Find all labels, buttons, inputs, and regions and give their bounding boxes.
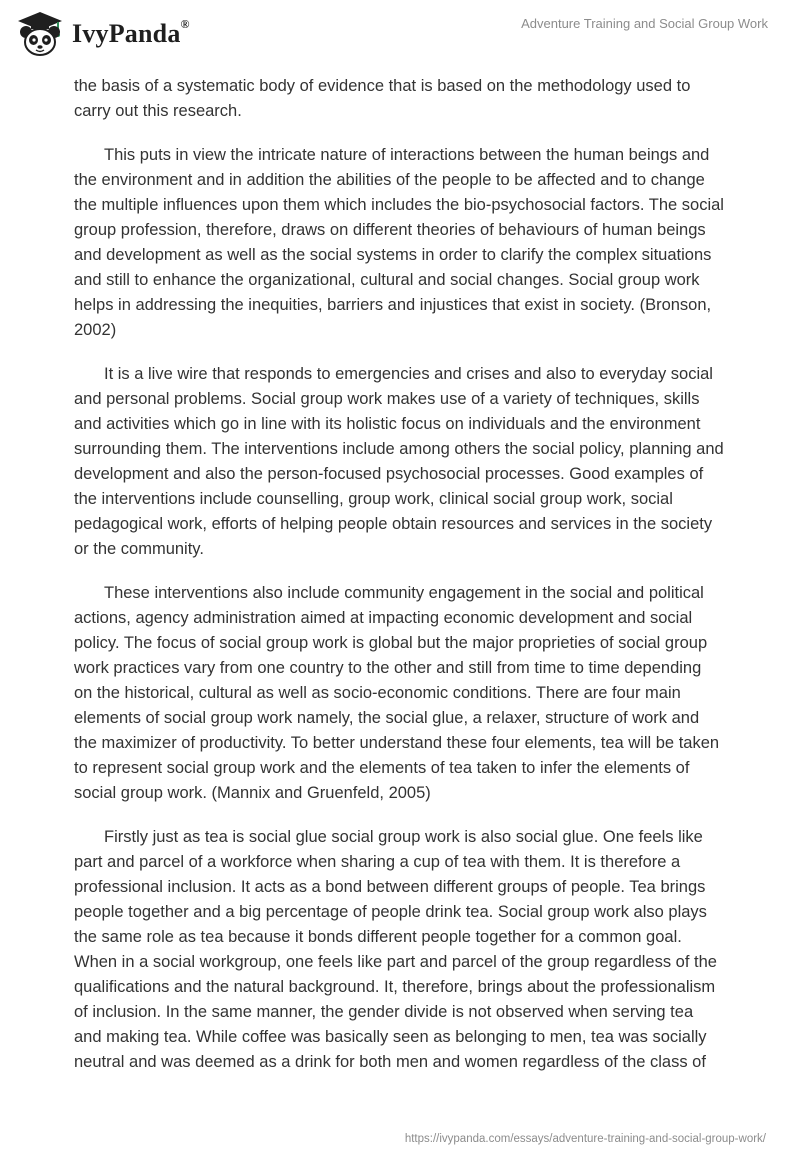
paragraph: This puts in view the intricate nature of interactions between the human beings and the environment and in addition the abilities of the people to be affected and to change the multiple influences upon them which includes the bio-psychosocial factors. The social group profession, therefore, draws on different theories of behaviours of human beings and development as well as the social systems in order to clarify the complex situations and still to enhance the organizational, cultural and social changes. Social group work helps in addressing the inequities, barriers and injustices that exist in society. (Bronson, 2002): [74, 146, 724, 339]
panda-graduation-cap-icon: [14, 8, 66, 60]
document-title: Adventure Training and Social Group Work: [521, 16, 768, 31]
registered-mark: ®: [180, 17, 190, 32]
paragraph: It is a live wire that responds to emergencies and crises and also to everyday social and personal problems. Social group work makes use of a variety of techniques, skills and activities which go in line with its holistic focus on individuals and the environment surrounding them. The interventions include among others the social policy, planning and development and also the person-focused psychosocial processes. Good examples of the interventions include counselling, group work, clinical social group work, social pedagogical work, efforts of helping people obtain resources and services in the society or the community.: [74, 365, 724, 558]
source-url-link[interactable]: https://ivypanda.com/essays/adventure-training-and-social-group-work/: [404, 1133, 766, 1145]
paragraph: Firstly just as tea is social glue social group work is also social glue. One feels like part and parcel of a workforce when sharing a cup of tea with them. It is therefore a professional inclusion. It acts as a bond between different groups of people. Tea brings people together and a big percentage of people drink tea. Social group work also plays the same role as tea because it bonds different people together for a common goal. When in a social workgroup, one feels like part and parcel of the group regardless of the qualifications and the natural background. It, therefore, brings about the professionalism of inclusion. In the same manner, the gender divide is not observed when serving tea and making tea. While coffee was basically seen as belonging to men, tea was socially neutral and was deemed as a drink for both men and women regardless of the class of: [74, 828, 717, 1071]
brand-name: IvyPanda®: [72, 17, 190, 48]
paragraph: These interventions also include community engagement in the social and political actions, agency administration aimed at impacting economic development and social policy. The focus of social group work is global but the major proprieties of social group work practices vary from one country to the other and still from time to time depending on the historical, cultural as well as socio-economic conditions. There are four main elements of social group work namely, the social glue, a relaxer, structure of work and the maximizer of productivity. To better understand these four elements, tea will be taken to represent social group work and the elements of tea taken to infer the elements of social group work. (Mannix and Gruenfeld, 2005): [74, 584, 720, 802]
paragraph: the basis of a systematic body of evidence that is based on the methodology used to carry out this research.: [74, 77, 691, 120]
brand-logo[interactable]: [14, 8, 190, 60]
page-header: [0, 0, 800, 70]
essay-body: [74, 74, 724, 1094]
